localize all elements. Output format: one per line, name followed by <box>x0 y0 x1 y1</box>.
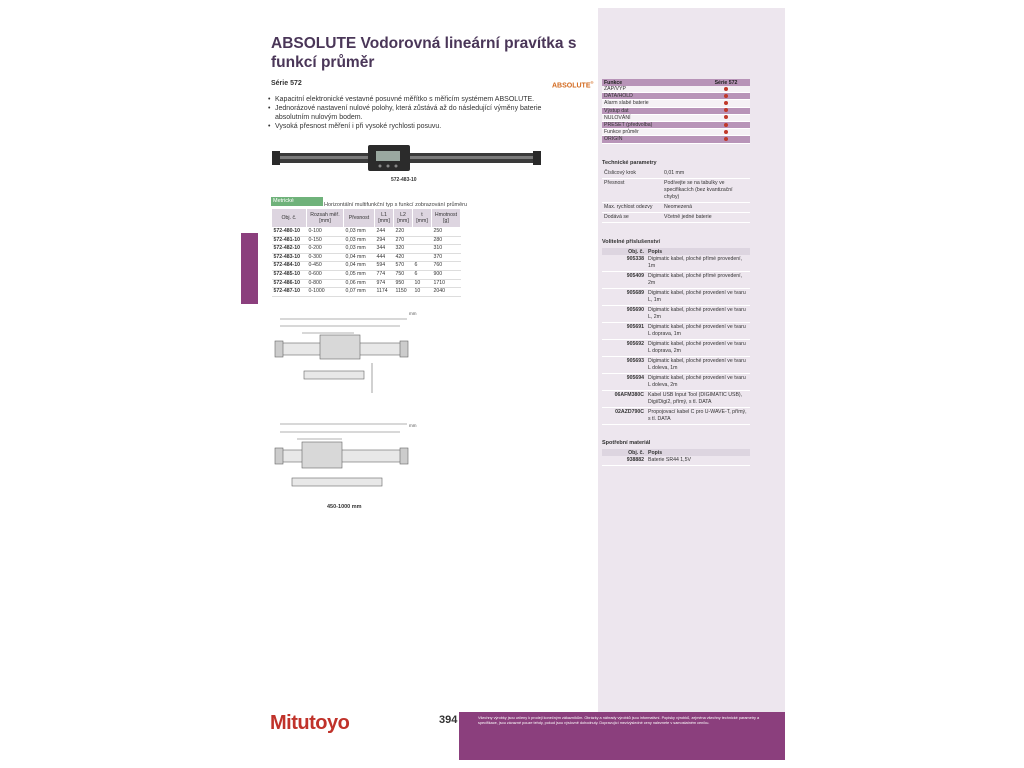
function-name: DATA/HOLD <box>602 93 702 100</box>
function-availability <box>702 93 750 100</box>
accessory-row <box>602 289 750 306</box>
function-name: ZAP/VYP <box>602 86 702 93</box>
spec-cell: 570 <box>394 262 413 271</box>
accessory-row <box>602 306 750 323</box>
table-title: Horizontální multifunkční typ s funkcí zobrazování průměru <box>324 202 468 208</box>
accessory-row <box>602 391 750 408</box>
spec-cell: 774 <box>375 270 394 279</box>
scale-end-right <box>533 151 541 165</box>
spec-table <box>271 208 461 297</box>
order-number-cell: 572-484-10 <box>272 262 307 271</box>
section-tab-marker <box>241 233 258 304</box>
spec-cell: 0-450 <box>307 262 344 271</box>
accessory-code: 905691 <box>602 323 646 340</box>
tech-params-heading: Technické parametry <box>602 160 657 166</box>
function-availability <box>702 122 750 129</box>
page-number: 394 <box>439 714 458 726</box>
accessory-row <box>602 255 750 272</box>
spec-cell: 0-600 <box>307 270 344 279</box>
spec-table-row <box>272 262 461 271</box>
button-dot <box>379 165 382 168</box>
tech-row <box>602 213 750 223</box>
spec-cell: 0,03 mm <box>344 228 375 237</box>
technical-drawing-small <box>272 313 417 395</box>
tech-param-name: Max. rychlost odezvy <box>602 203 662 213</box>
feature-item: • Jednorázové nastavení nulové polohy, která zůstává až do následující výměny baterie absolutním nulovým bodem. <box>267 104 552 122</box>
consumables-table <box>602 449 750 466</box>
scale-end-left <box>272 151 280 165</box>
col-header: L1 [mm] <box>375 209 394 228</box>
accessory-code: 905693 <box>602 357 646 374</box>
function-name: Výstup dat <box>602 107 702 114</box>
order-number-cell: 572-485-10 <box>272 270 307 279</box>
availability-dot-icon <box>724 137 728 141</box>
order-number-cell: 572-486-10 <box>272 279 307 288</box>
tech-param-name: Dodává se <box>602 213 662 223</box>
tech-param-value: Neomezená <box>662 203 750 213</box>
spec-cell: 750 <box>394 270 413 279</box>
spec-cell: 280 <box>432 236 461 245</box>
spec-cell: 0,04 mm <box>344 262 375 271</box>
order-number-cell: 572-483-10 <box>272 253 307 262</box>
accessory-code: 905689 <box>602 289 646 306</box>
col-header: L2 [mm] <box>394 209 413 228</box>
spec-cell: 220 <box>394 228 413 237</box>
accessory-description: Digimatic kabel, ploché provedení ve tvaru L doleva, 1m <box>646 357 750 374</box>
function-row <box>602 114 750 121</box>
side-view-outline <box>292 478 382 486</box>
accessory-row <box>602 408 750 425</box>
absolute-logo-text: ABSOLUTE <box>552 82 591 90</box>
spec-cell: 0-100 <box>307 228 344 237</box>
registered-mark: ® <box>590 80 594 85</box>
spec-cell: 0,07 mm <box>344 288 375 297</box>
function-availability <box>702 86 750 93</box>
spec-cell: 0-200 <box>307 245 344 254</box>
end-block <box>400 341 408 357</box>
accessory-description: Digimatic kabel, ploché provedení ve tvaru L, 2m <box>646 306 750 323</box>
display-outline <box>320 335 360 359</box>
accessory-code: 905692 <box>602 340 646 357</box>
spec-cell: 294 <box>375 236 394 245</box>
accessory-description: Digimatic kabel, ploché provedení ve tvaru L doprava, 1m <box>646 323 750 340</box>
unit-label: mm <box>409 423 417 428</box>
spec-cell: 0,04 mm <box>344 253 375 262</box>
availability-dot-icon <box>724 108 728 112</box>
spec-cell: 10 <box>413 279 432 288</box>
accessory-description: Digimatic kabel, ploché provedení ve tvaru L doleva, 2m <box>646 374 750 391</box>
spec-cell: 2040 <box>432 288 461 297</box>
spec-cell: 320 <box>394 245 413 254</box>
tech-param-name: Přesnost <box>602 179 662 203</box>
accessory-description: Digimatic kabel, ploché provedení ve tvaru L, 1m <box>646 289 750 306</box>
feature-item: • Vysoká přesnost měření i při vysoké rychlosti posuvu. <box>267 122 552 131</box>
tech-row <box>602 169 750 179</box>
spec-cell: 0,03 mm <box>344 236 375 245</box>
spec-cell: 1710 <box>432 279 461 288</box>
metric-badge: Metrické <box>271 197 323 206</box>
availability-dot-icon <box>724 123 728 127</box>
function-name: PRESET (předvolba) <box>602 122 702 129</box>
spec-table-row <box>272 228 461 237</box>
function-availability <box>702 107 750 114</box>
function-name: NULOVÁNÍ <box>602 114 702 121</box>
consumable-row <box>602 456 750 466</box>
footer-disclaimer: Všechny výrobky jsou určeny k prodeji konečným zákazníkům. Obrázky a náhrady výrobků jsou informativní. Popisky výrobků, zejména všechny technické parametry a specifikace, jsou závazné pouze tehdy, pokud jsou výslovně dohodnuty. Dopravující mezivýsledné ceny naleznete v samostatném ceníku. <box>478 716 760 726</box>
feature-list <box>267 95 552 131</box>
drawing-caption: 450-1000 mm <box>327 504 362 510</box>
spec-cell: 0-150 <box>307 236 344 245</box>
accessory-description: Digimatic kabel, ploché přímé provedení, 2m <box>646 272 750 289</box>
spec-cell: 0,03 mm <box>344 245 375 254</box>
accessory-code: 02AZD790C <box>602 408 646 425</box>
end-block <box>275 341 283 357</box>
spec-table-header <box>272 209 461 228</box>
spec-cell: 974 <box>375 279 394 288</box>
function-row <box>602 93 750 100</box>
col-header: Obj. č. <box>602 449 646 456</box>
spec-table-row <box>272 288 461 297</box>
accessory-row <box>602 323 750 340</box>
spec-table-row <box>272 253 461 262</box>
col-header: Obj. č. <box>272 209 307 228</box>
spec-cell: 0,05 mm <box>344 270 375 279</box>
spec-cell: 6 <box>413 270 432 279</box>
technical-drawing-large <box>272 420 417 495</box>
unit-label: mm <box>409 311 417 316</box>
spec-cell: 760 <box>432 262 461 271</box>
spec-cell: 370 <box>432 253 461 262</box>
accessory-code: 06AFM380C <box>602 391 646 408</box>
spec-cell: 250 <box>432 228 461 237</box>
accessory-description: Kabel USB Input Tool (DIGIMATIC USB), Digi/Digi2, přímý, s tl. DATA <box>646 391 750 408</box>
series-col-header: Série 572 <box>702 79 750 86</box>
col-header: t [mm] <box>413 209 432 228</box>
button-dot <box>387 165 390 168</box>
spec-table-row <box>272 236 461 245</box>
lcd-screen <box>376 151 400 161</box>
accessory-code: 905409 <box>602 272 646 289</box>
spec-table-row <box>272 279 461 288</box>
accessory-code: 905694 <box>602 374 646 391</box>
side-view-outline <box>304 371 364 379</box>
function-availability <box>702 129 750 136</box>
absolute-logo <box>552 80 593 89</box>
accessory-code: 905690 <box>602 306 646 323</box>
accessory-description: Digimatic kabel, ploché přímé provedení, 1m <box>646 255 750 272</box>
function-row <box>602 86 750 93</box>
product-caption: 572-483-10 <box>391 177 417 183</box>
col-header: Hmotnost [g] <box>432 209 461 228</box>
spec-cell: 420 <box>394 253 413 262</box>
tech-params-table <box>602 169 750 223</box>
col-header: Popis <box>646 248 750 255</box>
availability-dot-icon <box>724 87 728 91</box>
spec-table-row <box>272 245 461 254</box>
consumable-code: 938882 <box>602 456 646 466</box>
consumable-description: Baterie SR44 1,5V <box>646 456 750 466</box>
tech-param-value: Podívejte se na tabulky ve specifikacích (bez kvantizační chyby) <box>662 179 750 203</box>
function-row <box>602 136 750 143</box>
accessory-row <box>602 374 750 391</box>
function-col-header: Funkce <box>602 79 702 86</box>
spec-cell: 1174 <box>375 288 394 297</box>
spec-cell: 10 <box>413 288 432 297</box>
function-availability <box>702 136 750 143</box>
spec-cell: 444 <box>375 253 394 262</box>
accessory-row <box>602 357 750 374</box>
tech-row <box>602 203 750 213</box>
display-outline <box>302 442 342 468</box>
spec-cell: 0-1000 <box>307 288 344 297</box>
consumables-heading: Spotřební materiál <box>602 440 651 446</box>
col-header: Přesnost <box>344 209 375 228</box>
spec-cell: 6 <box>413 262 432 271</box>
spec-cell: 244 <box>375 228 394 237</box>
end-block <box>400 448 408 464</box>
brand-logo: Mitutoyo <box>270 712 350 734</box>
function-name: Funkce průměr <box>602 129 702 136</box>
function-name: Alarm slabé baterie <box>602 100 702 107</box>
spec-cell: 950 <box>394 279 413 288</box>
page-title: ABSOLUTE Vodorovná lineární pravítka s funkcí průměr <box>271 35 577 71</box>
function-row <box>602 100 750 107</box>
function-row <box>602 122 750 129</box>
spec-cell: 0,06 mm <box>344 279 375 288</box>
col-header: Rozsah měř. [mm] <box>307 209 344 228</box>
availability-dot-icon <box>724 115 728 119</box>
spec-cell: 344 <box>375 245 394 254</box>
spec-cell <box>413 236 432 245</box>
spec-cell: 900 <box>432 270 461 279</box>
spec-cell: 0-800 <box>307 279 344 288</box>
accessory-description: Digimatic kabel, ploché provedení ve tvaru L doprava, 2m <box>646 340 750 357</box>
order-number-cell: 572-482-10 <box>272 245 307 254</box>
availability-dot-icon <box>724 101 728 105</box>
tech-param-value: Včetně jedné baterie <box>662 213 750 223</box>
col-header: Popis <box>646 449 750 456</box>
accessory-row <box>602 340 750 357</box>
spec-cell <box>413 228 432 237</box>
tech-row <box>602 179 750 203</box>
end-block <box>275 448 283 464</box>
feature-item: • Kapacitní elektronické vestavné posuvné měřítko s měřicím systémem ABSOLUTE. <box>267 95 552 104</box>
tech-param-value: 0,01 mm <box>662 169 750 179</box>
spec-table-row <box>272 270 461 279</box>
spec-cell: 1150 <box>394 288 413 297</box>
function-row <box>602 129 750 136</box>
order-number-cell: 572-480-10 <box>272 228 307 237</box>
function-row <box>602 107 750 114</box>
function-availability <box>702 100 750 107</box>
button-dot <box>395 165 398 168</box>
accessories-heading: Volitelné příslušenství <box>602 239 660 245</box>
spec-cell: 594 <box>375 262 394 271</box>
spec-cell: 270 <box>394 236 413 245</box>
availability-dot-icon <box>724 94 728 98</box>
accessories-table <box>602 248 750 425</box>
tech-param-name: Číslicový krok <box>602 169 662 179</box>
accessory-description: Propojovací kabel C pro U-WAVE-T, přímý, s tl. DATA <box>646 408 750 425</box>
order-number-cell: 572-481-10 <box>272 236 307 245</box>
order-number-cell: 572-487-10 <box>272 288 307 297</box>
product-image <box>272 143 542 175</box>
spec-cell <box>413 245 432 254</box>
function-availability <box>702 114 750 121</box>
accessory-code: 905338 <box>602 255 646 272</box>
accessory-row <box>602 272 750 289</box>
col-header: Obj. č. <box>602 248 646 255</box>
function-name: ORIGIN <box>602 136 702 143</box>
scale-body-outline <box>280 450 405 462</box>
series-label: Série 572 <box>271 80 302 87</box>
function-table <box>602 79 750 144</box>
spec-cell: 310 <box>432 245 461 254</box>
availability-dot-icon <box>724 130 728 134</box>
spec-cell: 0-300 <box>307 253 344 262</box>
spec-cell <box>413 253 432 262</box>
